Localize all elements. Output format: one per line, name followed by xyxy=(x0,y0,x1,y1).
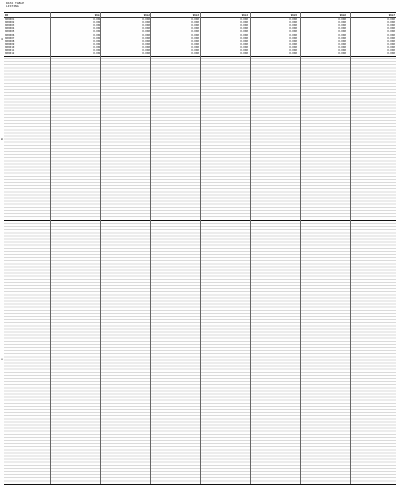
table-cell: 0.000 xyxy=(142,24,150,28)
table-cell: 0.000 xyxy=(142,39,150,43)
table-cell: 0.000 xyxy=(191,24,199,28)
table-cell: 0.000 xyxy=(93,24,101,28)
table-cell: 000003 xyxy=(5,24,15,28)
col-val6: VAL6 xyxy=(298,14,347,18)
col-id: ID xyxy=(4,14,53,18)
column-divider xyxy=(50,12,51,484)
table-cell: 0.000 xyxy=(289,27,297,31)
table-cell: 0.000 xyxy=(387,39,395,43)
header-line-1: DATA TABLE xyxy=(6,1,25,5)
table-cell: 0.000 xyxy=(240,39,248,43)
col-val4: VAL4 xyxy=(200,14,249,18)
table-cell: 0.000 xyxy=(387,42,395,46)
col-val1: VAL1 xyxy=(53,14,102,18)
table-cell: 0.000 xyxy=(191,30,199,34)
table-cell: 0.000 xyxy=(387,33,395,37)
table-cell: 0.000 xyxy=(191,36,199,40)
table-cell: 0.000 xyxy=(191,52,199,56)
table-cell: 0.000 xyxy=(142,33,150,37)
table-cell: 000002 xyxy=(5,21,15,25)
table-cell: 0.000 xyxy=(93,36,101,40)
table-cell: 0.000 xyxy=(338,30,346,34)
table-cell: 0.000 xyxy=(142,30,150,34)
table-cell: 0.000 xyxy=(93,49,101,53)
bottom-rule xyxy=(4,484,396,485)
table-cell: 0.000 xyxy=(289,33,297,37)
column-divider xyxy=(250,12,251,484)
table-cell: 0.000 xyxy=(387,21,395,25)
table-cell: 000001 xyxy=(5,18,15,22)
section-label-c: C xyxy=(0,358,4,360)
table-cell: 0.000 xyxy=(240,27,248,31)
table-cell: 0.000 xyxy=(240,24,248,28)
table-cell: 000005 xyxy=(5,30,15,34)
table-cell: 000009 xyxy=(5,42,15,46)
table-cell: 0.000 xyxy=(240,42,248,46)
table-cell: 0.000 xyxy=(93,33,101,37)
table-cell: 0.000 xyxy=(338,36,346,40)
table-cell: 0.000 xyxy=(338,21,346,25)
table-cell: 0.000 xyxy=(191,33,199,37)
column-divider xyxy=(300,12,301,484)
table-cell: 0.000 xyxy=(93,42,101,46)
table-cell: 000008 xyxy=(5,39,15,43)
column-divider xyxy=(150,12,151,484)
table-cell: 0.000 xyxy=(142,18,150,22)
table-cell: 000004 xyxy=(5,27,15,31)
table-cell: 0.000 xyxy=(338,39,346,43)
table-cell: 0.000 xyxy=(240,18,248,22)
table-cell: 0.000 xyxy=(93,45,101,49)
table-cell: 000010 xyxy=(5,45,15,49)
table-cell: 0.000 xyxy=(387,49,395,53)
section-label-a: A xyxy=(0,38,4,40)
table-cell: 0.000 xyxy=(93,18,101,22)
col-val5: VAL5 xyxy=(249,14,298,18)
table-cell: 000012 xyxy=(5,52,15,56)
table-cell: 0.000 xyxy=(289,49,297,53)
table-cell: 000011 xyxy=(5,49,15,53)
document-header xyxy=(6,2,24,8)
table-cell: 0.000 xyxy=(191,45,199,49)
table-cell: 0.000 xyxy=(191,27,199,31)
col-val2: VAL2 xyxy=(102,14,151,18)
table-cell: 0.000 xyxy=(289,45,297,49)
column-divider xyxy=(350,12,351,484)
table-cell: 0.000 xyxy=(387,30,395,34)
table-cell: 0.000 xyxy=(338,18,346,22)
table-cell: 0.000 xyxy=(289,39,297,43)
table-cell: 0.000 xyxy=(240,52,248,56)
table-cell: 0.000 xyxy=(191,49,199,53)
table-cell: 0.000 xyxy=(289,18,297,22)
table-cell: 0.000 xyxy=(191,39,199,43)
table-cell: 0.000 xyxy=(338,27,346,31)
table-cell: 0.000 xyxy=(387,45,395,49)
table-cell: 000006 xyxy=(5,33,15,37)
table-cell: 0.000 xyxy=(240,45,248,49)
col-val3: VAL3 xyxy=(151,14,200,18)
table-cell: 0.000 xyxy=(142,36,150,40)
column-divider xyxy=(200,12,201,484)
table-cell: 0.000 xyxy=(289,36,297,40)
table-cell: 0.000 xyxy=(142,45,150,49)
table-cell: 0.000 xyxy=(191,21,199,25)
table-cell: 0.000 xyxy=(387,27,395,31)
table-cell: 0.000 xyxy=(338,45,346,49)
table-cell: 0.000 xyxy=(338,52,346,56)
table-cell: 0.000 xyxy=(240,21,248,25)
table-cell: 0.000 xyxy=(142,27,150,31)
table-cell: 0.000 xyxy=(289,21,297,25)
table-cell: 0.000 xyxy=(387,24,395,28)
table-cell: 0.000 xyxy=(387,18,395,22)
table-cell: 0.000 xyxy=(240,36,248,40)
table-cell: 0.000 xyxy=(240,30,248,34)
table-cell: 0.000 xyxy=(142,21,150,25)
table-cell: 0.000 xyxy=(142,52,150,56)
table-cell: 0.000 xyxy=(142,49,150,53)
table-cell: 0.000 xyxy=(289,24,297,28)
table-cell: 0.000 xyxy=(338,24,346,28)
table-cell: 0.000 xyxy=(93,27,101,31)
col-val7: VAL7 xyxy=(347,14,396,18)
table-cell: 0.000 xyxy=(289,42,297,46)
table-cell: 0.000 xyxy=(289,52,297,56)
table-cell: 0.000 xyxy=(338,49,346,53)
table-cell: 0.000 xyxy=(387,36,395,40)
table-cell: 0.000 xyxy=(338,42,346,46)
table-cell: 0.000 xyxy=(191,18,199,22)
table-cell: 0.000 xyxy=(387,52,395,56)
table-cell: 0.000 xyxy=(240,33,248,37)
table-cell: 0.000 xyxy=(240,49,248,53)
table-cell: 0.000 xyxy=(142,42,150,46)
table-cell: 0.000 xyxy=(93,39,101,43)
table-cell: 0.000 xyxy=(93,30,101,34)
table-cell: 0.000 xyxy=(191,42,199,46)
table-cell: 0.000 xyxy=(93,21,101,25)
table-cell: 0.000 xyxy=(93,52,101,56)
table-cell: 0.000 xyxy=(289,30,297,34)
column-divider xyxy=(100,12,101,484)
header-line-2: LISTING xyxy=(6,4,19,9)
table-cell: 000007 xyxy=(5,36,15,40)
table-cell: 0.000 xyxy=(338,33,346,37)
section-label-b: B xyxy=(0,138,4,140)
